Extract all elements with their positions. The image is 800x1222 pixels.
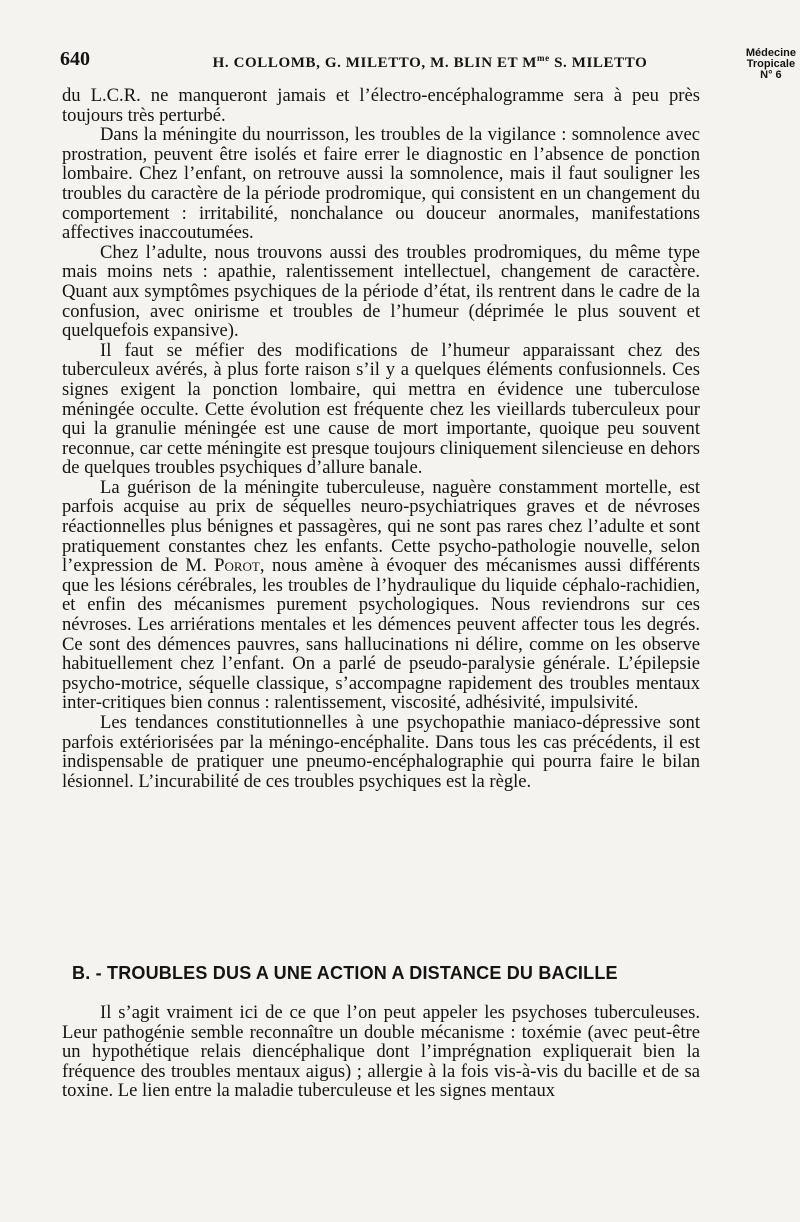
paragraph: Chez l’adulte, nous trouvons aussi des troubles prodromiques, du même type mais moins nets : apathie, ralentissement intellectuel, changement de caractère. Quant aux symptômes psychiques de la période d’état, ils rentrent dans le cadre de la confusion, avec onirisme et troubles de l’humeur (déprimée le plus souvent et quelquefois expansive). xyxy=(62,241,700,342)
journal-line-2: Tropicale xyxy=(746,58,796,70)
paragraph: Il s’agit vraiment ici de ce que l’on peut appeler les psychoses tuberculeuses. Leur pathogénie semble reconnaître un double mécanisme : toxémie (avec peut-être un hypothétique relais diencéphalique dont l’imprégnation expliquerait bien la fréquence des troubles mentaux aigus) ; allergie à la fois vis-à-vis du bacille et de sa toxine. Le lien entre la maladie tuberculeuse et les signes mentaux xyxy=(62,1002,700,1102)
running-head-authors xyxy=(160,53,700,72)
section-body xyxy=(62,1003,700,1101)
paragraph: Les tendances constitutionnelles à une psychopathie maniaco-dépressive sont parfois extériorisées par la méningo-encéphalite. Dans tous les cas précédents, il est indispensable de pratiquer une pneumo-encéphalographie qui pourra faire le bilan lésionnel. L’incurabilité de ces troubles psychiques est la règle. xyxy=(62,712,700,792)
paragraph-continued: du L.C.R. ne manqueront jamais et l’électro-encéphalogramme sera à peu près toujours très perturbé. xyxy=(62,85,700,126)
paragraph-text: , nous amène à évoquer des mécanismes aussi différents que les lésions cérébrales, les troubles de l’hydraulique du liquide céphalo-rachidien, et enfin des mécanismes purement psychologiques. Nous reviendrons sur ces névroses. Les arriérations mentales et les démences peuvent affecter tous les degrés. Ce sont des démences pauvres, sans hallucinations ni délire, comme on les observe habituellement chez l’enfant. On a parlé de pseudo-paralysie générale. L’épilepsie psycho-motrice, séquelle classique, s’accompagne rapidement des troubles mentaux inter-critiques bien connus : ralentissement, viscosité, adhésivité, impulsivité. xyxy=(62,555,700,714)
journal-name xyxy=(746,48,796,81)
authors-tail: S. MILETTO xyxy=(549,55,648,71)
page-number: 640 xyxy=(60,48,90,70)
authors-superscript: me xyxy=(537,53,550,63)
paragraph: Dans la méningite du nourrisson, les troubles de la vigilance : somnolence avec prostration, peuvent être isolés et faire errer le diagnostic en l’absence de ponction lombaire. Chez l’enfant, on retrouve aussi la somnolence, mais il faut souligner les troubles du caractère de la période prodromique, qui consistent en un changement du comportement : irritabilité, nonchalance ou douceur anormales, manifestations affectives inaccoutumées. xyxy=(62,124,700,244)
section-heading: B. - TROUBLES DUS A UNE ACTION A DISTANCE DU BACILLE xyxy=(72,963,618,983)
running-header xyxy=(60,48,800,88)
body-text xyxy=(62,86,700,791)
paragraph xyxy=(62,478,700,713)
paragraph-text: La guérison de la méningite tuberculeuse, naguère constamment mortelle, est parfois acquise au prix de séquelles neuro-psychiatriques graves et de névroses réactionnelles plus bénignes et passagères, qui ne sont pas rares chez l’adulte et sont pratiquement constantes chez les enfants. Cette psycho-pathologie nouvelle, selon l’expression de M. xyxy=(62,476,700,577)
journal-line-1: Médecine xyxy=(745,47,796,59)
paragraph: Il faut se méfier des modifications de l’humeur apparaissant chez des tuberculeux avérés, à plus forte raison s’il y a quelques éléments confusionnels. Ces signes exigent la ponction lombaire, qui mettra en évidence une tuberculose méningée occulte. Cette évolution est fréquente chez les vieillards tuberculeux pour qui la granulie méningée est une cause de mort importante, quoique peu souvent reconnue, car cette méningite est presque toujours cliniquement silencieuse en dehors de quelques troubles psychiques d’allure banale. xyxy=(62,339,700,479)
authors-main: H. COLLOMB, G. MILETTO, M. BLIN ET M xyxy=(212,55,538,71)
journal-issue: N° 6 xyxy=(760,69,782,81)
author-name: Porot xyxy=(214,555,260,577)
